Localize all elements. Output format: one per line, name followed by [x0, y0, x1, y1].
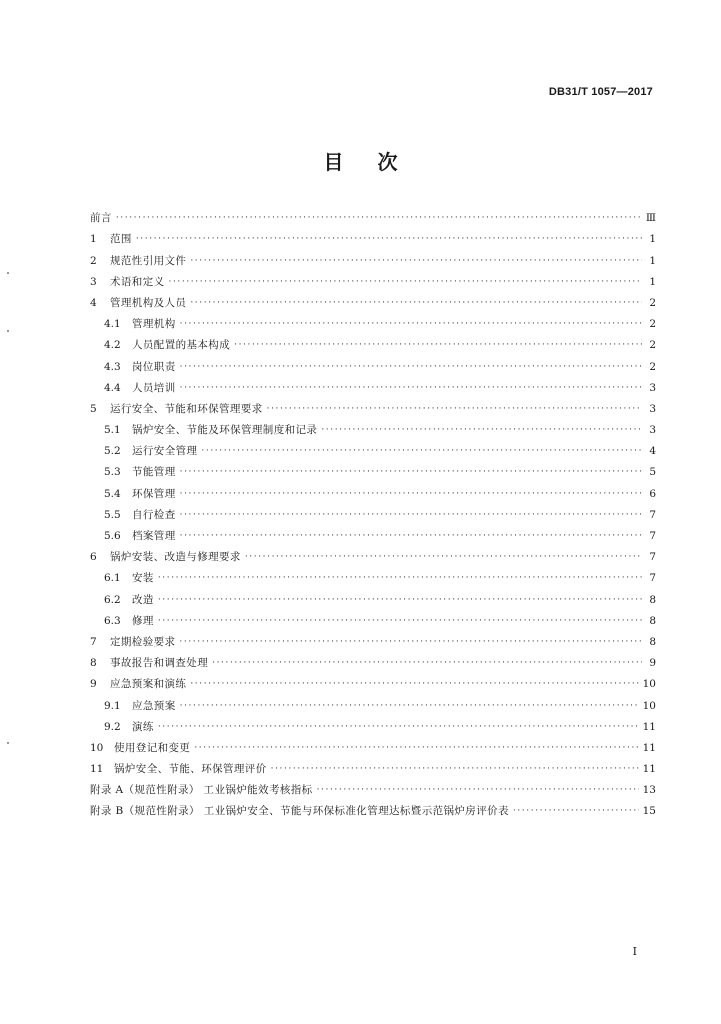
toc-entry[interactable]	[90, 268, 656, 289]
document-code: DB31/T 1057—2017	[548, 86, 653, 98]
toc-entry-page: 13	[642, 784, 656, 797]
scan-mark	[7, 272, 9, 274]
toc-entry-page: 2	[649, 318, 656, 331]
toc-entry-title: 管理机构及人员	[110, 296, 187, 309]
toc-leader-dots	[169, 275, 643, 289]
toc-entry[interactable]	[90, 585, 656, 606]
toc-entry-page: 1	[649, 254, 656, 267]
toc-entry-page: 8	[649, 635, 656, 648]
toc-entry-page: 6	[649, 487, 656, 500]
toc-leader-dots	[201, 444, 642, 458]
toc-entry[interactable]	[90, 374, 656, 395]
toc-entry-title: 人员培训	[132, 381, 176, 394]
toc-entry-title: 锅炉安全、节能、环保管理评价	[114, 763, 267, 776]
toc-entry-title: 运行安全、节能和环保管理要求	[110, 402, 263, 415]
toc-entry-title: 附录 B（规范性附录） 工业锅炉安全、节能与环保标准化管理达标暨示范锅炉房评价表	[90, 805, 509, 818]
toc-entry-page: 7	[649, 508, 656, 521]
toc-entry-page: 3	[649, 424, 656, 437]
toc-entry-number: 5.5	[104, 508, 121, 521]
toc-entry-page: 8	[649, 614, 656, 627]
toc-entry-title: 修理	[132, 614, 154, 627]
toc-entry-number: 5.2	[104, 445, 121, 458]
toc-entry-number: 3	[90, 275, 97, 288]
toc-entry[interactable]	[90, 797, 656, 818]
toc-entry-title: 应急预案和演练	[110, 678, 187, 691]
toc-entry-page: 7	[649, 551, 656, 564]
toc-entry-page: 9	[649, 657, 656, 670]
toc-leader-dots	[321, 423, 642, 437]
toc-leader-dots	[180, 529, 642, 543]
toc-entry-title: 应急预案	[132, 699, 176, 712]
toc-entry[interactable]	[90, 310, 656, 331]
toc-entry-page: 10	[642, 699, 656, 712]
toc-entry-page: 7	[649, 572, 656, 585]
toc-entry-title: 人员配置的基本构成	[132, 339, 231, 352]
toc-entry-page: 8	[649, 593, 656, 606]
toc-entry-title: 术语和定义	[110, 275, 165, 288]
toc-entry-page: Ⅲ	[645, 212, 656, 225]
scan-mark	[7, 742, 9, 744]
toc-entry[interactable]	[90, 331, 656, 352]
toc-entry-page: 1	[649, 233, 656, 246]
toc-entry[interactable]	[90, 289, 656, 310]
toc-leader-dots	[194, 741, 638, 755]
toc-entry-number: 4.4	[104, 381, 121, 394]
toc-leader-dots	[190, 254, 642, 268]
toc-entry-number: 11	[90, 763, 104, 776]
toc-leader-dots	[190, 677, 638, 691]
toc-entry-title: 范围	[110, 233, 132, 246]
toc-entry-number: 1	[90, 233, 97, 246]
toc-entry-title: 管理机构	[132, 318, 176, 331]
toc-entry-page: 11	[642, 763, 656, 776]
toc-entry[interactable]	[90, 670, 656, 691]
toc-entry[interactable]	[90, 755, 656, 776]
toc-entry-number: 5.6	[104, 530, 121, 542]
toc-entry-page: 10	[642, 678, 656, 691]
toc-entry-number: 9.2	[104, 720, 121, 733]
toc-entry-number: 8	[90, 657, 97, 670]
toc-entry-page: 3	[649, 402, 656, 415]
toc-entry[interactable]	[90, 352, 656, 373]
toc-entry-page: 1	[649, 275, 656, 288]
toc-entry-number: 9.1	[104, 699, 121, 712]
toc-leader-dots	[179, 635, 642, 649]
toc-entry-page: 11	[642, 741, 656, 754]
toc-entry-number: 5.4	[104, 487, 121, 500]
toc-entry-title: 运行安全管理	[132, 445, 198, 458]
toc-entry-title: 锅炉安全、节能及环保管理制度和记录	[132, 424, 318, 437]
toc-entry[interactable]	[90, 204, 656, 225]
toc-leader-dots	[513, 804, 639, 818]
toc-entry[interactable]	[90, 564, 656, 585]
toc-entry-title: 演练	[132, 720, 154, 733]
page-number: I	[632, 945, 637, 958]
toc-entry-title: 事故报告和调查处理	[110, 657, 209, 670]
toc-entry[interactable]	[90, 458, 656, 479]
toc-entry-number: 6.1	[104, 572, 121, 585]
toc-leader-dots	[158, 571, 642, 585]
toc-leader-dots	[116, 211, 642, 225]
toc-entry[interactable]	[90, 776, 656, 797]
toc-entry-title: 前言	[90, 212, 112, 225]
toc-entry-title: 档案管理	[132, 530, 176, 542]
toc-entry-title: 改造	[132, 593, 154, 606]
toc-entry-number: 4	[90, 296, 97, 309]
toc-entry-title: 锅炉安装、改造与修理要求	[110, 551, 241, 564]
toc-entry[interactable]	[90, 691, 656, 712]
toc-entry[interactable]	[90, 501, 656, 522]
toc-entry-title: 使用登记和变更	[114, 741, 191, 754]
toc-entry-number: 5.1	[104, 424, 121, 437]
toc-entry[interactable]	[90, 437, 656, 458]
toc-entry[interactable]	[90, 713, 656, 734]
toc-leader-dots	[180, 487, 642, 501]
toc-leader-dots	[212, 656, 642, 670]
toc-entry-number: 6	[90, 551, 97, 564]
toc-entry-page: 3	[649, 381, 656, 394]
toc-leader-dots	[158, 614, 642, 628]
toc-entry-number: 9	[90, 678, 97, 691]
toc-entry-title: 自行检查	[132, 508, 176, 521]
toc-entry-title: 规范性引用文件	[110, 254, 187, 267]
toc-entry-title: 附录 A（规范性附录） 工业锅炉能效考核指标	[90, 784, 313, 797]
toc-leader-dots	[180, 699, 639, 713]
toc-entry[interactable]	[90, 416, 656, 437]
toc-leader-dots	[180, 465, 642, 479]
toc-entry-number: 10	[90, 741, 104, 754]
toc-entry-number: 2	[90, 254, 97, 267]
toc-leader-dots	[271, 762, 639, 776]
scan-mark	[7, 330, 9, 332]
toc-entry-title: 岗位职责	[132, 360, 176, 373]
toc-entry[interactable]	[90, 607, 656, 628]
toc-entry[interactable]	[90, 734, 656, 755]
toc-leader-dots	[190, 296, 642, 310]
toc-entry[interactable]	[90, 628, 656, 649]
toc-entry-number: 4.1	[104, 318, 121, 331]
toc-entry[interactable]	[90, 479, 656, 500]
toc-leader-dots	[180, 317, 642, 331]
toc-entry-number: 4.3	[104, 360, 121, 373]
toc-entry[interactable]	[90, 522, 656, 543]
toc-leader-dots	[136, 232, 642, 246]
toc-entry[interactable]	[90, 543, 656, 564]
toc-entry[interactable]	[90, 225, 656, 246]
toc-entry[interactable]	[90, 246, 656, 267]
toc-entry[interactable]	[90, 649, 656, 670]
toc-entry-number: 7	[90, 635, 97, 648]
toc-entry-page: 15	[642, 805, 656, 818]
toc-entry-page: 7	[649, 530, 656, 542]
toc-entry[interactable]	[90, 395, 656, 416]
toc-entry-number: 4.2	[104, 339, 121, 352]
toc-entry-page: 4	[649, 445, 656, 458]
toc-entry-number: 6.3	[104, 614, 121, 627]
toc-entry-title: 节能管理	[132, 466, 176, 479]
toc-leader-dots	[180, 360, 642, 374]
toc-leader-dots	[267, 402, 642, 416]
toc-entry-title: 安装	[132, 572, 154, 585]
toc-entry-page: 11	[642, 720, 656, 733]
toc-leader-dots	[158, 593, 642, 607]
toc-title: 目次	[323, 150, 432, 174]
toc-leader-dots	[158, 720, 639, 734]
toc-entry-title: 定期检验要求	[110, 635, 176, 648]
toc-leader-dots	[180, 381, 642, 395]
table-of-contents	[90, 204, 656, 818]
toc-entry-title: 环保管理	[132, 487, 176, 500]
toc-entry-page: 2	[649, 339, 656, 352]
toc-entry-number: 5	[90, 402, 97, 415]
toc-entry-page: 2	[649, 360, 656, 373]
toc-leader-dots	[317, 783, 639, 797]
toc-entry-page: 5	[649, 466, 656, 479]
toc-leader-dots	[245, 550, 642, 564]
toc-entry-page: 2	[649, 296, 656, 309]
toc-entry-number: 6.2	[104, 593, 121, 606]
toc-leader-dots	[234, 338, 642, 352]
toc-entry-number: 5.3	[104, 466, 121, 479]
toc-leader-dots	[180, 508, 642, 522]
